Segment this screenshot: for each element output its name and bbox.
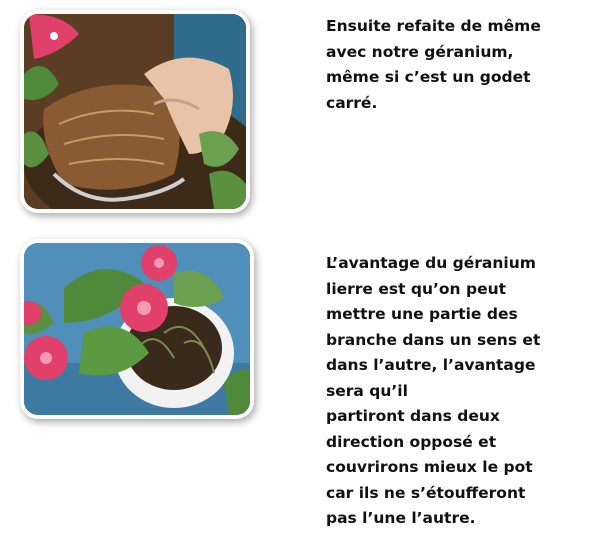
ivy-geranium-caption: L’avantage du géranium lierre est qu’on peut mettre une partie des branche dans un sens et dans l’autre, l’avantage sera qu’il partiront dans deux direction opposé et couvrirons mieux le pot car ils ne s’étoufferont pas l’une l’autre. <box>326 254 541 527</box>
repotting-photo-image <box>24 14 246 209</box>
repotting-caption: Ensuite refaite de même avec notre géranium, même si c’est un godet carré. <box>326 17 541 112</box>
repotting-photo <box>24 14 246 209</box>
potted-petunias-image <box>24 243 250 415</box>
potted-petunias-photo <box>24 243 250 415</box>
